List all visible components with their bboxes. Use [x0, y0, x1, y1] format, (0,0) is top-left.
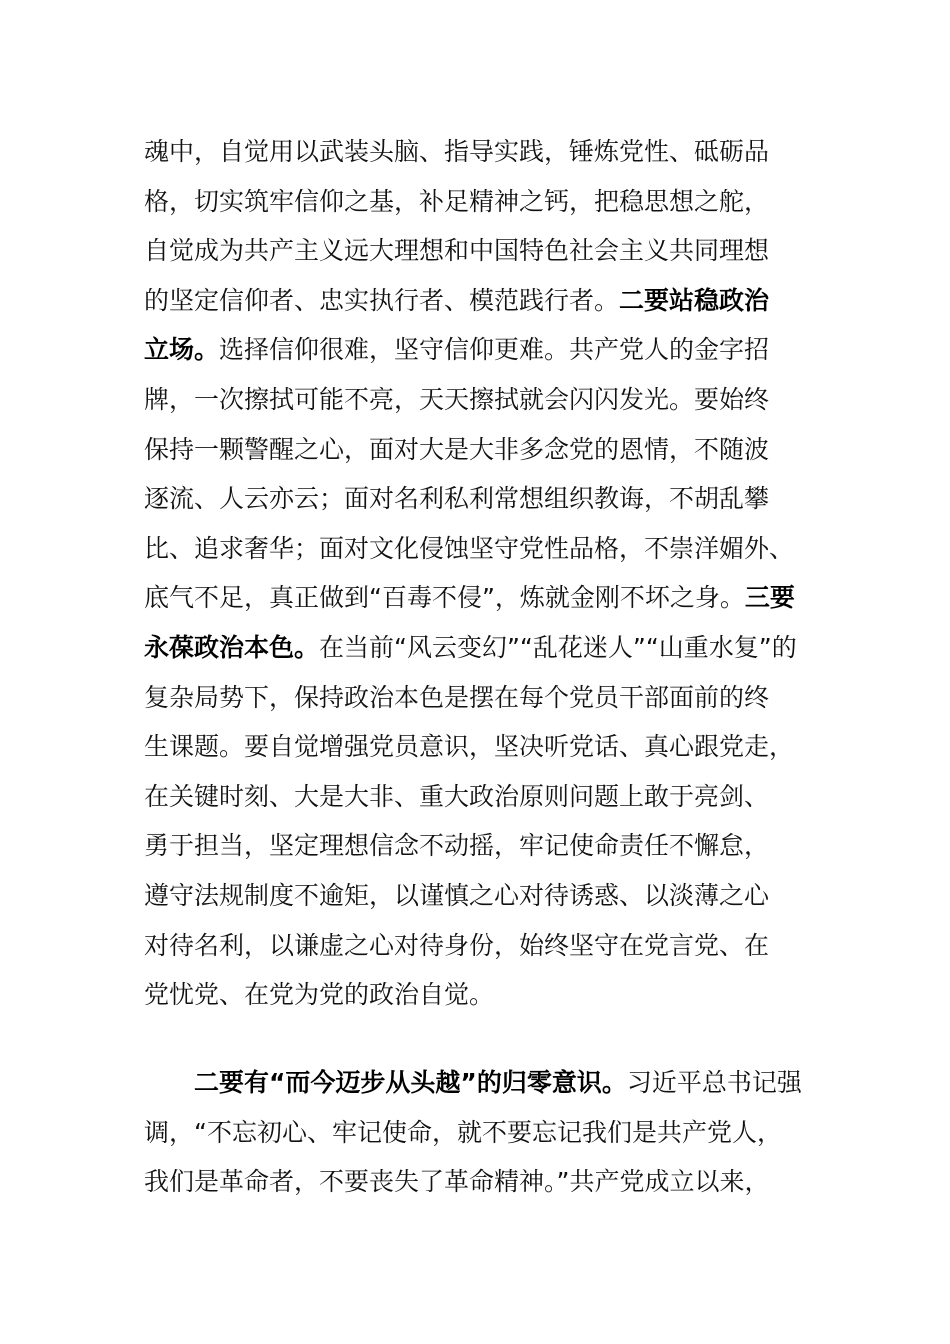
- text-run: 对待名利，以谦虚之心对待身份，始终坚守在党言党、在: [144, 930, 770, 960]
- text-line: [144, 425, 814, 475]
- text-line: [194, 1058, 814, 1108]
- text-line: [144, 127, 814, 177]
- text-run: 党忧党、在党为党的政治自觉。: [144, 980, 495, 1010]
- text-line: [144, 325, 814, 375]
- text-line: [144, 573, 814, 623]
- text-line: [144, 772, 814, 822]
- text-line: [144, 1157, 814, 1207]
- text-line: [144, 375, 814, 425]
- text-run: 魂中，自觉用以武装头脑、指导实践，锤炼党性、砥砺品: [144, 137, 770, 166]
- text-run: 我们是革命者，不要丧失了革命精神。”共产党成立以来，: [144, 1167, 770, 1197]
- text-line: [144, 226, 814, 276]
- text-run: 牌，一次擦拭可能不亮，天天擦拭就会闪闪发光。要始终: [144, 385, 770, 414]
- text-line: [144, 871, 814, 921]
- text-line: [144, 524, 814, 574]
- text-run: 逐流、人云亦云；面对名利私利常想组织教诲，不胡乱攀: [144, 484, 770, 514]
- bold-text-run: 二要站稳政治: [619, 285, 770, 315]
- bold-text-run: 永葆政治本色。: [144, 633, 320, 662]
- text-run: 在当前“风云变幻”“乱花迷人”“山重水复”的: [319, 633, 797, 662]
- text-run: 复杂局势下，保持政治本色是摆在每个党员干部面前的终: [144, 682, 770, 712]
- text-run: 勇于担当，坚定理想信念不动摇，牢记使命责任不懈怠，: [144, 831, 770, 861]
- text-run: 格，切实筑牢信仰之基，补足精神之钙，把稳思想之舵，: [144, 186, 770, 216]
- text-line: [144, 474, 814, 524]
- text-run: 调，“不忘初心、牢记使命，就不要忘记我们是共产党人，: [144, 1117, 782, 1147]
- text-run: 习近平总书记强: [626, 1068, 802, 1097]
- text-run: 保持一颗警醒之心，面对大是大非多念党的恩情，不随波: [144, 434, 770, 464]
- text-run: 在关键时刻、大是大非、重大政治原则问题上敢于亮剑、: [144, 781, 770, 811]
- text-run: 遵守法规制度不逾矩，以谨慎之心对待诱惑、以淡薄之心: [144, 881, 770, 910]
- text-run: 选择信仰很难，坚守信仰更难。共产党人的金字招: [219, 335, 770, 365]
- text-line: [144, 276, 814, 326]
- bold-text-run: 二要有“而今迈步从头越”的归零意识。: [194, 1068, 627, 1097]
- text-run: 自觉成为共产主义远大理想和中国特色社会主义共同理想: [144, 236, 770, 266]
- text-line: [144, 1108, 814, 1158]
- text-run: 生课题。要自觉增强党员意识，坚决听党话、真心跟党走，: [144, 732, 795, 762]
- text-run: 底气不足，真正做到“百毒不侵”，炼就金刚不坏之身。: [144, 583, 745, 613]
- text-line: [144, 821, 814, 871]
- text-line: [144, 623, 814, 673]
- text-run: 的坚定信仰者、忠实执行者、模范践行者。: [144, 285, 620, 315]
- text-run: 比、追求奢华；面对文化侵蚀坚守党性品格，不崇洋媚外、: [144, 533, 795, 563]
- bold-text-run: 三要: [744, 583, 795, 613]
- text-line: [144, 722, 814, 772]
- text-line: [144, 177, 814, 227]
- bold-text-run: 立场。: [144, 335, 220, 365]
- text-line: [144, 673, 814, 723]
- text-line: [144, 921, 814, 971]
- text-line: [144, 970, 814, 1020]
